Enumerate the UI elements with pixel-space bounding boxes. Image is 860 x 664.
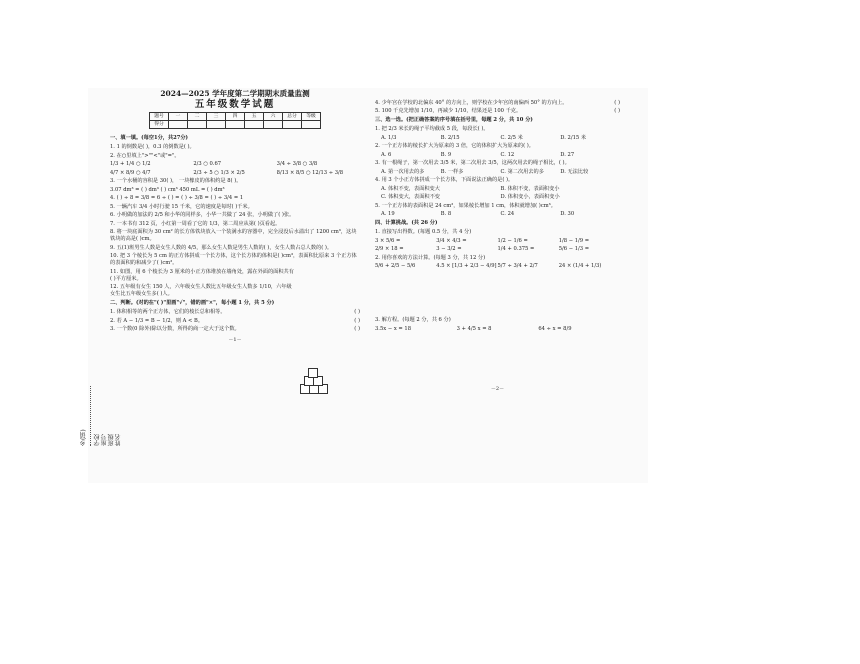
question: 2. 在○里填上">""<"或"="。 — [110, 152, 180, 159]
judge-item — [110, 326, 360, 333]
answer-paren[interactable]: ( ) — [354, 309, 360, 315]
question: 4. 用 3 个小正方体拼成一个长方体，下面说法正确的是( )。 — [375, 177, 514, 183]
exam-subtitle: 五年级数学试题 — [194, 99, 276, 110]
judge-item — [375, 108, 620, 115]
work-space[interactable] — [375, 334, 620, 382]
judge-item — [110, 309, 360, 316]
calc-item: 5/6 − 1/3 = — [558, 246, 590, 252]
judge-text: 3. 一个数(0 除外)除以分数，所得的商一定大于这个数。 — [110, 326, 240, 332]
question: 10. 把 3 个棱长为 5 cm 的正方体拼成一个长方体，这个长方体的体积是( )cm³，表面积比原来 3 个正方体的表面积的和减少了( )cm²。 — [110, 253, 357, 266]
judge-text: 4. 少年宫在学校的北偏东 40° 的方向上，则学校在少年宫的南偏西 50° 的方向上。 — [375, 99, 568, 106]
calc-item: 1/2 − 1/6 = — [497, 237, 528, 244]
question: 2. 一个正方体的棱长扩大为原来的 3 倍，它的体积扩大为原来的( )。 — [375, 143, 534, 149]
option[interactable]: A. 19 — [381, 211, 395, 217]
option[interactable]: A. 体积不变，表面积变大 — [381, 185, 440, 192]
options-row — [381, 135, 620, 142]
question: 6. 小明做的加法的 2/5 和小华的同样多，小华一共做了 24 张，小明做了( )张。 — [110, 212, 295, 218]
calc-item: 4.5 × [1/3 + 2/3 − 4/9] — [436, 263, 497, 269]
calc-row — [375, 246, 620, 253]
option[interactable]: C. 2/5 米 — [500, 134, 523, 141]
score-cell[interactable] — [283, 121, 302, 129]
calc-item: 24 × (1/4 + 1/3) — [558, 263, 602, 269]
question: 1. 1 的倒数是( )，0.3 的倒数是( )。 — [110, 144, 195, 150]
calc-item: 3/4 × 4/3 = — [436, 237, 467, 244]
option[interactable]: B. 8 — [440, 211, 452, 217]
option[interactable]: B. 一样多 — [440, 168, 464, 175]
calc-item: 5/7 ÷ 3/4 + 2/7 — [497, 263, 538, 269]
option[interactable]: A. 6 — [381, 151, 392, 158]
options-row — [381, 169, 620, 176]
options-row — [381, 211, 620, 218]
section-choice: 三、选一选。(把正确答案的序号填在括号里，每题 2 分，共 10 分) — [375, 117, 533, 123]
score-cell[interactable] — [264, 121, 283, 129]
calc-item: 1/4 + 0.375 = — [497, 246, 535, 252]
judge-item — [110, 318, 360, 325]
options-row — [381, 194, 620, 201]
equation-item: 3 + 4/5 x = 8 — [456, 325, 492, 332]
question: 2. 用你喜欢的方法计算。(每题 3 分，共 12 分) — [375, 254, 486, 261]
compare-item: 2/3 ÷ 5 ○ 1/3 × 2/5 — [193, 169, 245, 176]
class-label: 班级 — [108, 434, 115, 446]
option[interactable]: C. 体积变大，表面积不变 — [381, 194, 440, 200]
option[interactable]: A. 1/3 — [381, 134, 397, 141]
option[interactable]: D. 无法比较 — [560, 168, 589, 175]
question: 1. 直接写出得数。(每题 0.5 分，共 4 分) — [375, 229, 472, 235]
left-page — [110, 90, 360, 344]
option[interactable]: C. 24 — [500, 211, 515, 217]
question: 7. 一本书有 312 页，小红第一周看了它的 1/3，第二周应从第( )页看起。 — [110, 220, 281, 227]
score-header: 题号 — [150, 113, 169, 121]
equation-item: 3.5x − x = 18 — [375, 325, 411, 332]
calc-row — [375, 326, 620, 333]
township-blank — [91, 386, 92, 446]
options-row — [381, 152, 620, 159]
score-cell[interactable] — [245, 121, 264, 129]
question: 4. ( ) ÷ 8 = 3/8 = 6 ÷ ( ) = ( ) ÷ 3/8 = ( ) ÷ 3/4 = 1 — [110, 195, 244, 201]
question: 3. 一个水桶的容积是 30( )， 一块橡皮的体积约是 8( )。 — [110, 178, 242, 184]
score-cell[interactable] — [207, 121, 226, 129]
answer-paren[interactable]: ( ) — [354, 317, 360, 324]
options-row — [381, 186, 620, 193]
judge-text: 2. 若 A − 1/3 = B − 1/2，则 A < B。 — [110, 317, 204, 324]
question: 8. 将一块底面积为 30 cm² 的长方体铁块放入一个装满水的容器中，完全浸没后水溢出了 1200 cm³，这块铁块的高是( )cm。 — [110, 229, 357, 242]
page-number: －1－ — [228, 337, 242, 343]
score-header: 等级 — [302, 113, 321, 121]
score-cell[interactable] — [169, 121, 188, 129]
option[interactable]: D. 2/15 米 — [560, 134, 587, 141]
score-table — [149, 112, 321, 129]
answer-paren[interactable]: ( ) — [354, 326, 360, 332]
question: 3. 有一根绳子，第一次用去 3/5 米，第二次用去 3/5，这两次用去的绳子相比，( )。 — [375, 160, 570, 166]
section-judge: 二、判断。(对的在"( )"里画"√"，错的画"×"，每小题 1 分，共 5 分) — [110, 300, 275, 306]
equation-item: 64 ÷ x = 8/9 — [538, 325, 572, 332]
school-label: 学校 — [94, 434, 101, 446]
exam-title: 2024—2025 学年度第二学期期末质量监测 — [160, 89, 310, 98]
score-header: 二 — [188, 113, 207, 121]
question: 3.07 dm³ = ( ) dm³ ( ) cm³ 450 mL = ( ) dm³ — [110, 186, 225, 193]
question: 12. 五年级有女生 150 人，六年级女生人数比五年级女生人数多 1/10，六年级女生比五年级女生多( )人。 — [110, 284, 292, 297]
calc-row — [375, 238, 620, 245]
score-header: 六 — [264, 113, 283, 121]
calc-row — [375, 263, 620, 270]
calc-item: 3 − 3/2 = — [436, 246, 462, 252]
compare-item: 1/3 + 1/4 ○ 1/2 — [110, 161, 151, 167]
option[interactable]: D. 27 — [560, 151, 575, 158]
answer-paren[interactable]: ( ) — [614, 99, 620, 106]
judge-text: 1. 体积相等的两个正方体，它们的棱长总和相等。 — [110, 309, 226, 315]
seat-label: 座号 — [101, 434, 108, 446]
right-page — [375, 98, 620, 393]
section-calc: 四、计算挑战。(共 26 分) — [375, 220, 438, 226]
question: 1. 把 2/3 米长的绳子平均截成 5 段，每段长( )。 — [375, 126, 489, 132]
option[interactable]: B. 体积不变，表面积变小 — [500, 185, 560, 192]
township-label: 乡(镇) — [80, 429, 87, 446]
score-cell[interactable] — [188, 121, 207, 129]
judge-text: 5. 100 千克先增加 1/10，再减少 1/10，结果还是 100 千克。 — [375, 108, 522, 114]
section-fill-blank: 一、填一填。(每空1分，共27分) — [110, 135, 188, 141]
name-label: 姓名 — [115, 434, 122, 446]
cube — [308, 368, 318, 378]
compare-row — [110, 161, 360, 168]
option[interactable]: B. 2/15 — [440, 134, 460, 141]
page-number: －2－ — [490, 386, 505, 392]
compare-item: 4/7 × 8/9 ○ 4/7 — [110, 169, 151, 176]
calc-item: 2/9 × 18 = — [375, 246, 404, 252]
compare-item: 2/3 ○ 0.67 — [193, 161, 222, 167]
answer-paren[interactable]: ( ) — [614, 108, 620, 114]
compare-item: 3/4 ÷ 3/8 ○ 3/8 — [276, 161, 318, 167]
score-header: 一 — [169, 113, 188, 121]
question: 11. 如图，用 6 个棱长为 3 厘米的小正方体堆放在墙角处，露在外面的面积共有( )平方厘米。 — [110, 268, 294, 282]
score-cell[interactable] — [226, 121, 245, 129]
score-row-label: 得分 — [150, 121, 169, 129]
option[interactable]: B. 9 — [440, 151, 452, 158]
option[interactable]: D. 体积变小，表面积变小 — [500, 194, 560, 200]
calc-item: 3 × 5/6 = — [375, 237, 401, 244]
judge-item — [375, 100, 620, 107]
option[interactable]: D. 30 — [560, 211, 575, 217]
option[interactable]: A. 第一次用去的多 — [381, 168, 425, 175]
score-header: 四 — [226, 113, 245, 121]
question: 5. 一辆汽车 3/4 小时行驶 15 千米，它的速度是每时( )千米。 — [110, 203, 253, 210]
score-header: 五 — [245, 113, 264, 121]
question: 9. 五(1)班男生人数是女生人数的 4/5，那么女生人数是男生人数的( )，女生人数占总人数的( )。 — [110, 244, 333, 251]
score-header: 三 — [207, 113, 226, 121]
question: 5. 一个正方体的表面积是 24 cm²，如果棱长增加 1 cm，体积就增加( )cm³。 — [375, 202, 556, 209]
option[interactable]: C. 第二次用去的多 — [500, 168, 544, 175]
option[interactable]: C. 12 — [500, 151, 515, 158]
binding-margin — [80, 134, 122, 454]
question: 3. 解方程。(每题 2 分，共 6 分) — [375, 317, 451, 323]
work-space[interactable] — [375, 272, 620, 316]
calc-item: 1/8 − 1/9 = — [558, 237, 590, 244]
calc-item: 5/6 + 2/5 − 5/6 — [375, 263, 416, 269]
compare-item: 8/13 × 8/5 ○ 12/13 ÷ 3/8 — [276, 169, 344, 176]
cube-stack-figure — [300, 368, 332, 394]
score-header: 总分 — [283, 113, 302, 121]
score-cell[interactable] — [302, 121, 321, 129]
compare-row — [110, 170, 360, 177]
